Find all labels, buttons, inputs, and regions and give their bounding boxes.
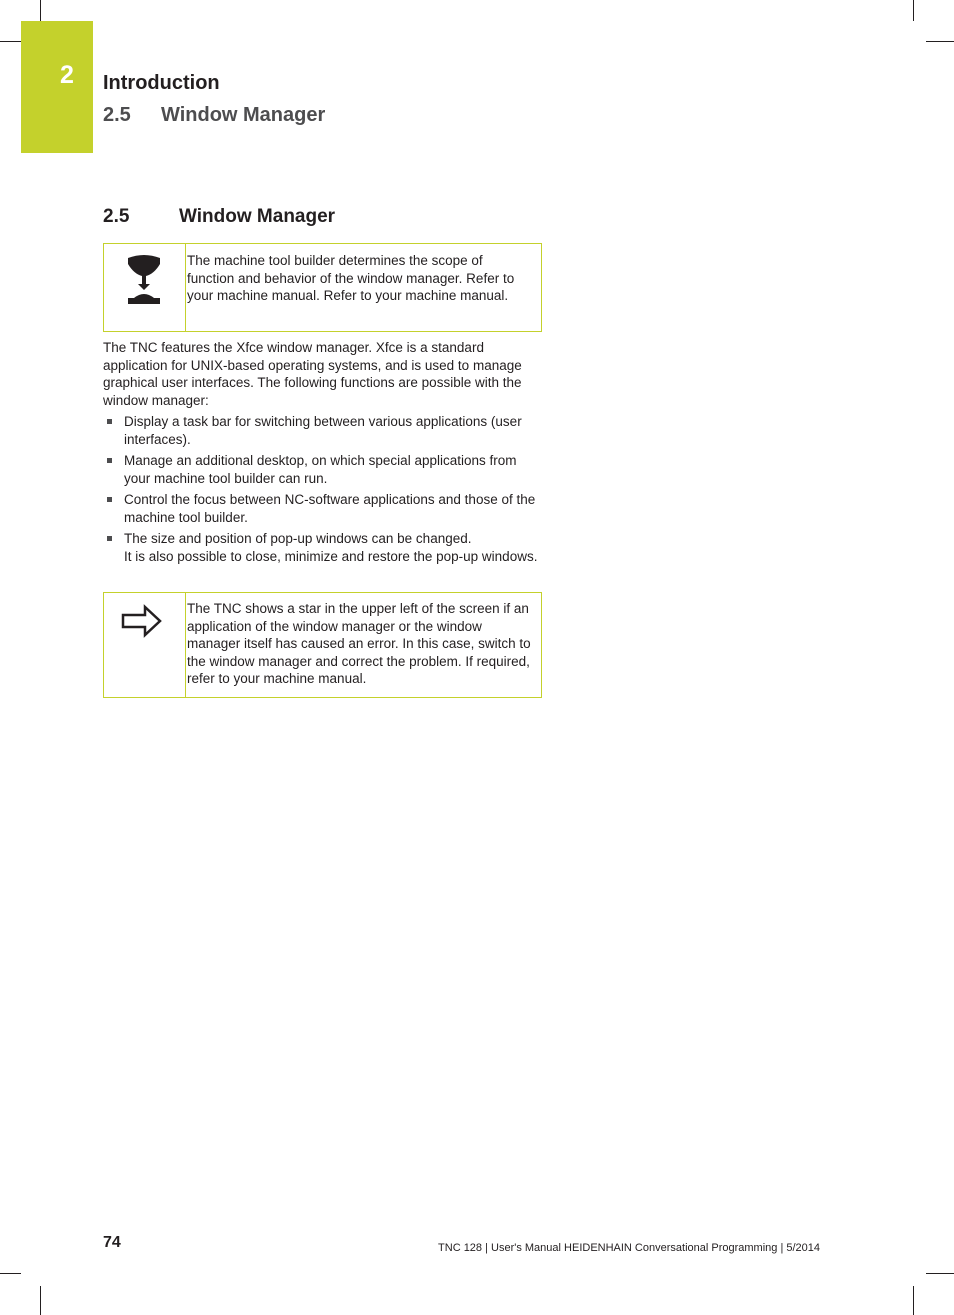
section-title: Window Manager xyxy=(179,206,336,227)
chapter-tab xyxy=(21,21,93,153)
crop-mark xyxy=(0,41,21,42)
bullet-square-icon xyxy=(107,419,112,424)
list-item-text: Manage an additional desktop, on which special applications from your machine tool builder can run. xyxy=(124,453,517,486)
crop-mark xyxy=(0,1273,21,1274)
crop-mark xyxy=(913,0,914,21)
intro-paragraph: The TNC features the Xfce window manager. Xfce is a standard application for UNIX-based operating systems, and is used to manage graphical user interfaces. The following functions are possible with the window manager: xyxy=(103,340,522,408)
chapter-number: 2 xyxy=(60,61,74,89)
list-item-extra-text: It is also possible to close, minimize and restore the pop-up windows. xyxy=(124,548,538,564)
list-item xyxy=(103,452,543,487)
list-item-text: Display a task bar for switching between various applications (user interfaces). xyxy=(124,414,522,447)
crop-mark xyxy=(913,1286,914,1315)
function-list xyxy=(103,413,543,569)
list-item xyxy=(103,530,543,565)
crop-mark xyxy=(40,1286,41,1315)
page-number: 74 xyxy=(103,1234,121,1251)
crop-mark xyxy=(926,41,954,42)
crop-mark xyxy=(926,1273,954,1274)
bullet-square-icon xyxy=(107,458,112,463)
machine-note-text: The machine tool builder determines the scope of function and behavior of the window manager. Refer to your machine manual. Refer to your machine manual. xyxy=(187,253,515,303)
section-heading xyxy=(103,206,335,228)
bullet-square-icon xyxy=(107,497,112,502)
note-divider xyxy=(185,244,186,331)
running-header-section xyxy=(103,104,325,127)
running-header-section-number: 2.5 xyxy=(103,104,131,126)
crop-mark xyxy=(40,0,41,21)
list-item-text: The size and position of pop-up windows can be changed. xyxy=(124,531,472,546)
list-item xyxy=(103,413,543,448)
bullet-square-icon xyxy=(107,536,112,541)
list-item xyxy=(103,491,543,526)
machine-note-box xyxy=(103,243,542,332)
chapter-title: Introduction xyxy=(103,72,220,94)
machine-tool-spindle-icon xyxy=(124,254,164,308)
note-divider xyxy=(185,593,186,697)
arrow-right-icon xyxy=(121,603,163,639)
running-header-section-title: Window Manager xyxy=(161,104,326,126)
section-number: 2.5 xyxy=(103,206,130,227)
tip-note-box xyxy=(103,592,542,698)
list-item-text: Control the focus between NC-software applications and those of the machine tool builder. xyxy=(124,492,536,525)
tip-note-text: The TNC shows a star in the upper left of the screen if an application of the window manager or the window manager itself has caused an error. In this case, switch to the window manager and correct the problem. If required, refer to your machine manual. xyxy=(187,601,531,686)
footer-publication: TNC 128 | User's Manual HEIDENHAIN Conversational Programming | 5/2014 xyxy=(438,1242,820,1254)
